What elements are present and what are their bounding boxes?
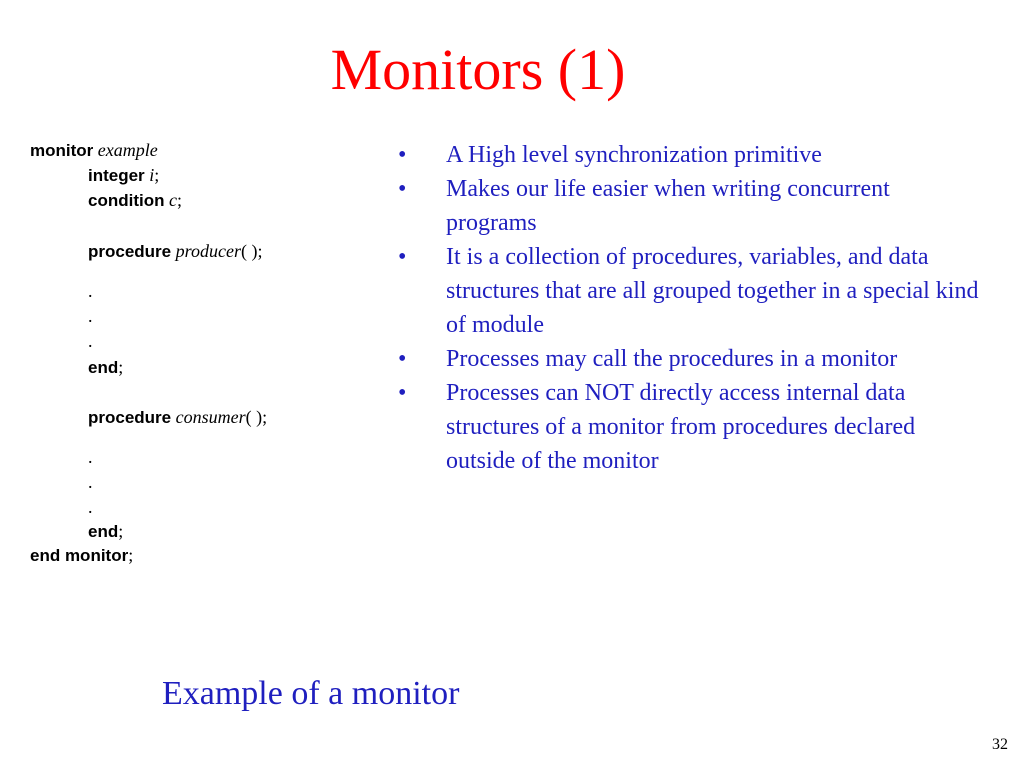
code-line-procedure-producer bbox=[88, 239, 262, 264]
code-keyword: procedure bbox=[88, 242, 172, 261]
bullet-text: Makes our life easier when writing concurrent programs bbox=[446, 176, 890, 236]
code-keyword: monitor bbox=[30, 141, 94, 160]
code-identifier: producer bbox=[175, 241, 241, 261]
code-ellipsis-dot: . bbox=[88, 472, 93, 492]
page-number: 32 bbox=[992, 736, 1008, 753]
code-line-condition bbox=[88, 188, 182, 213]
bullet-text: A High level synchronization primitive bbox=[446, 142, 822, 168]
code-line-procedure-consumer bbox=[88, 405, 267, 430]
code-keyword: end monitor bbox=[30, 546, 129, 565]
bullet-list bbox=[390, 138, 980, 478]
bullet-marker: • bbox=[398, 142, 407, 168]
code-punctuation: ; bbox=[118, 357, 124, 377]
figure-caption: Example of a monitor bbox=[162, 675, 460, 712]
bullet-marker: • bbox=[398, 244, 407, 270]
code-line-end bbox=[88, 519, 123, 544]
code-punctuation: ( ); bbox=[240, 241, 263, 261]
list-item bbox=[390, 342, 980, 376]
code-punctuation: ; bbox=[154, 165, 160, 185]
code-punctuation: ( ); bbox=[245, 407, 268, 427]
bullet-marker: • bbox=[398, 176, 407, 202]
code-identifier: consumer bbox=[175, 407, 246, 427]
code-punctuation: ; bbox=[128, 545, 134, 565]
bullet-text: Processes may call the procedures in a monitor bbox=[446, 346, 898, 372]
code-punctuation: ; bbox=[176, 190, 182, 210]
code-keyword: end bbox=[88, 358, 119, 377]
code-line-end-monitor bbox=[30, 543, 133, 568]
code-identifier: c bbox=[168, 190, 177, 210]
bullet-marker: • bbox=[398, 380, 407, 406]
code-ellipsis-dot: . bbox=[88, 281, 93, 301]
code-ellipsis-dot: . bbox=[88, 331, 93, 351]
code-line-integer bbox=[88, 163, 159, 188]
slide-title: Monitors (1) bbox=[330, 37, 626, 102]
list-item bbox=[390, 138, 980, 172]
code-keyword: condition bbox=[88, 191, 165, 210]
code-identifier: i bbox=[149, 165, 155, 185]
code-line-end bbox=[88, 355, 123, 380]
bullet-text: Processes can NOT directly access internal data structures of a monitor from procedures declared outside of the monitor bbox=[446, 380, 916, 474]
code-line-monitor bbox=[30, 138, 158, 163]
code-ellipsis-dot: . bbox=[88, 447, 93, 467]
list-item bbox=[390, 172, 980, 240]
list-item bbox=[390, 240, 980, 342]
bullet-marker: • bbox=[398, 346, 407, 372]
code-identifier: example bbox=[97, 140, 158, 160]
bullet-text: It is a collection of procedures, variables, and data structures that are all grouped together in a special kind of module bbox=[446, 244, 979, 338]
list-item bbox=[390, 376, 980, 478]
code-ellipsis-dot: . bbox=[88, 497, 93, 517]
code-ellipsis-dot: . bbox=[88, 306, 93, 326]
code-punctuation: ; bbox=[118, 521, 124, 541]
code-keyword: end bbox=[88, 522, 119, 541]
code-keyword: integer bbox=[88, 166, 145, 185]
code-keyword: procedure bbox=[88, 408, 172, 427]
